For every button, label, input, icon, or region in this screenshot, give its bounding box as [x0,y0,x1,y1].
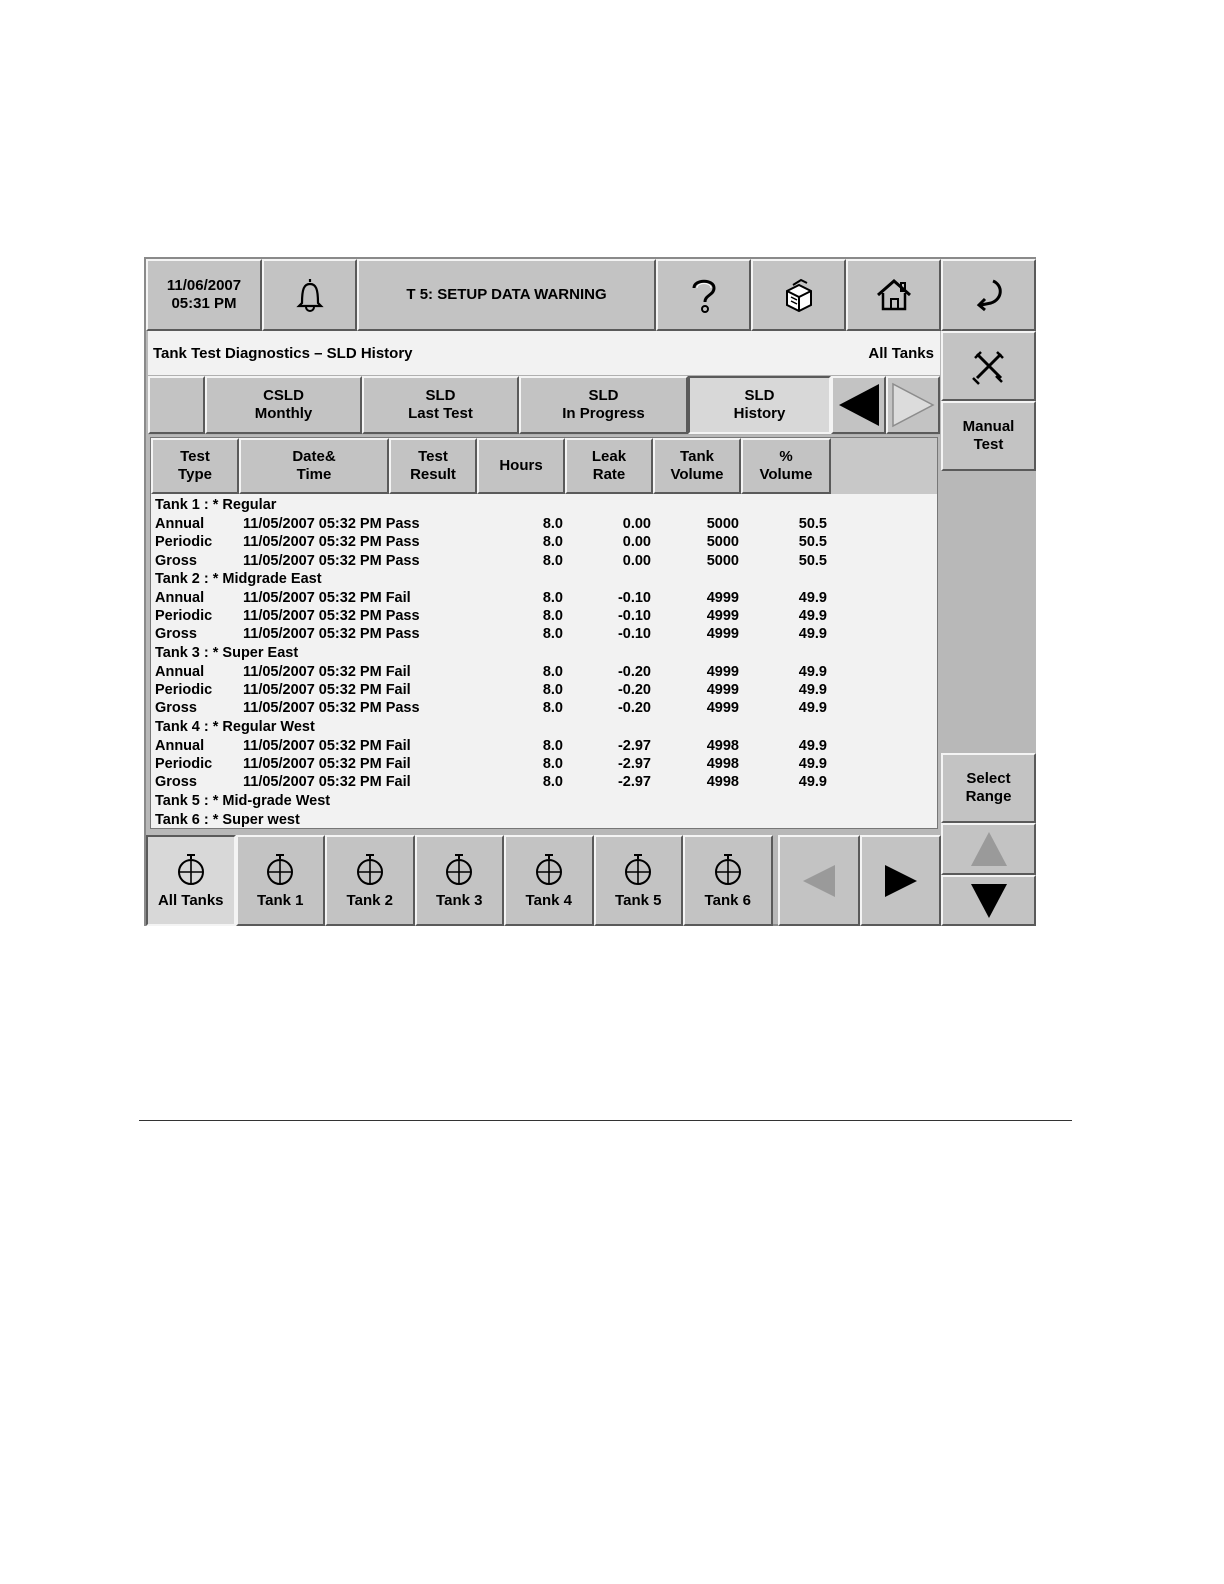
cell-test-type: Gross [155,626,197,643]
cell-test-type: Periodic [155,608,213,625]
cell-test-type: Gross [155,552,197,569]
cell-date-time-result: 11/05/2007 05:32 PM Pass [243,552,420,569]
question-icon [684,274,724,316]
cell-date-time-result: 11/05/2007 05:32 PM Pass [243,608,420,625]
time-text: 05:31 PM [171,295,237,312]
col-header-line2: Time [296,466,332,483]
col-header-line1: Test [418,448,448,465]
tank-button-label: Tank 6 [704,891,751,909]
cell-date-time-result: 11/05/2007 05:32 PM Pass [243,516,420,532]
tools-icon [969,346,1009,386]
cell-tank-volume: 4999 [706,589,739,606]
tank-button-label: All Tanks [157,891,224,909]
cell-hours: 8.0 [542,534,563,551]
tab-label-line2: Monthly [254,405,313,422]
cell-pct-volume: 49.9 [798,589,827,606]
cell-date-time-result: 11/05/2007 05:32 PM Fail [243,774,411,791]
table-row[interactable] [155,607,935,625]
print-button[interactable] [751,259,846,331]
table-row[interactable] [155,663,935,681]
tank-group-title[interactable]: Tank 1 : * Regular [155,497,277,513]
tab-label-line1: CSLD [263,387,304,404]
scroll-up-button[interactable] [941,823,1036,875]
cell-hours: 8.0 [542,552,563,569]
table-row[interactable] [155,699,935,717]
cell-test-type: Periodic [155,534,213,551]
cell-date-time-result: 11/05/2007 05:32 PM Pass [243,700,420,717]
console-screen [144,257,1036,926]
table-row[interactable] [155,515,935,533]
cell-hours: 8.0 [542,774,563,791]
cell-test-type: Annual [155,737,205,754]
cell-leak-rate: -0.20 [617,700,651,717]
cell-leak-rate: -0.10 [617,589,651,606]
alarm-button[interactable] [262,259,357,331]
cell-pct-volume: 49.9 [798,663,827,680]
tank-button-label: Tank 4 [525,891,572,909]
cell-leak-rate: -0.20 [617,682,651,699]
cell-leak-rate: -0.10 [617,626,651,643]
home-button[interactable] [846,259,941,331]
col-header-leak-rate[interactable] [565,438,653,494]
results-list [155,496,935,829]
return-icon [969,275,1009,315]
cell-leak-rate: -2.97 [617,774,651,791]
cell-tank-volume: 5000 [706,516,739,532]
tab-label-line1: SLD [588,387,619,404]
col-header-test-type[interactable] [151,438,239,494]
alarm-message: T 5: SETUP DATA WARNING [406,286,607,303]
manual-test-line1: Manual [962,418,1015,435]
cell-leak-rate: -2.97 [617,737,651,754]
page-next-button[interactable] [860,835,941,926]
table-row[interactable] [155,625,935,643]
cell-tank-volume: 4999 [706,608,739,625]
manual-test-line2: Test [973,436,1004,453]
cell-date-time-result: 11/05/2007 05:32 PM Fail [243,682,411,699]
tab-label-line1: SLD [425,387,456,404]
cell-tank-volume: 4998 [706,737,739,754]
cell-tank-volume: 4999 [706,663,739,680]
cell-pct-volume: 49.9 [798,682,827,699]
cell-pct-volume: 49.9 [798,737,827,754]
tools-button[interactable] [941,331,1036,401]
cell-tank-volume: 5000 [706,552,739,569]
col-header-line2: Volume [670,466,724,483]
cell-test-type: Gross [155,774,197,791]
triangle-down-icon [969,882,1009,920]
tab-next-button[interactable] [886,376,940,434]
cell-tank-volume: 4999 [706,682,739,699]
tab-row [148,375,940,435]
cell-hours: 8.0 [542,755,563,772]
tank-icon [713,852,743,886]
datetime-button[interactable] [146,259,262,331]
alarm-message-button[interactable] [357,259,656,331]
col-header-line1: Test [180,448,210,465]
tank-group-title[interactable]: Tank 3 : * Super East [155,644,299,661]
back-button[interactable] [941,259,1036,331]
scope-label: All Tanks [868,345,934,362]
cell-leak-rate: 0.00 [622,552,651,569]
col-header-test-result[interactable] [389,438,477,494]
tab-label-line2: In Progress [562,405,645,422]
col-header-line1: Leak [591,448,627,465]
tab-scroll-left-stub[interactable] [148,376,205,434]
results-grid [150,437,938,829]
triangle-left-icon [799,861,839,901]
triangle-right-icon [891,382,935,428]
manual-test-button[interactable] [941,401,1036,471]
tank-group-title[interactable]: Tank 5 : * Mid-grade West [155,792,331,809]
col-header-filler [831,438,938,494]
col-header-date-time[interactable] [239,438,389,494]
bell-icon [290,275,330,315]
select-range-line2: Range [965,788,1012,805]
col-header-tank-volume[interactable] [653,438,741,494]
tank-icon [444,852,474,886]
tank-button-label: Tank 2 [346,891,393,909]
cell-hours: 8.0 [542,663,563,680]
cell-leak-rate: 0.00 [622,516,651,532]
tab-sld-in-progress[interactable] [519,376,688,434]
cell-test-type: Annual [155,589,205,606]
tank-icon [623,852,653,886]
cell-pct-volume: 49.9 [798,608,827,625]
tank-group-title[interactable]: Tank 2 : * Midgrade East [155,570,322,587]
cell-pct-volume: 49.9 [798,700,827,717]
cell-hours: 8.0 [542,516,563,532]
tab-sld-history[interactable] [688,376,831,434]
tank-button-label: Tank 3 [436,891,483,909]
cell-leak-rate: -0.10 [617,608,651,625]
tank-button-label: Tank 1 [257,891,304,909]
cell-test-type: Gross [155,700,197,717]
title-bar [148,331,940,375]
col-header-pct-volume[interactable] [741,438,831,494]
cell-hours: 8.0 [542,682,563,699]
tank-icon [265,852,295,886]
cell-tank-volume: 4998 [706,774,739,791]
cell-date-time-result: 11/05/2007 05:32 PM Fail [243,663,411,680]
tab-sld-last-test[interactable] [362,376,519,434]
tank-2-button[interactable] [325,835,415,926]
col-header-line2: Volume [759,466,813,483]
cell-date-time-result: 11/05/2007 05:32 PM Pass [243,626,420,643]
tank-group-title[interactable]: Tank 6 : * Super west [155,811,300,828]
help-button[interactable] [656,259,751,331]
cell-test-type: Periodic [155,755,213,772]
scroll-down-button[interactable] [941,875,1036,926]
col-header-hours[interactable] [477,438,565,494]
tank-6-button[interactable] [683,835,773,926]
select-range-line1: Select [966,770,1011,787]
cell-pct-volume: 49.9 [798,755,827,772]
col-header-line2: Type [178,466,212,483]
cell-date-time-result: 11/05/2007 05:32 PM Fail [243,589,411,606]
triangle-up-icon [969,830,1009,868]
tank-group-title[interactable]: Tank 4 : * Regular West [155,718,315,735]
col-header-line1: Date& [292,448,336,465]
cell-hours: 8.0 [542,737,563,754]
tank-icon [176,852,206,886]
tab-prev-button[interactable] [831,376,886,434]
table-row[interactable] [155,552,935,570]
tab-label-line1: SLD [744,387,775,404]
page-prev-button[interactable] [778,835,860,926]
triangle-left-icon [837,382,881,428]
tank-4-button[interactable] [504,835,594,926]
table-row[interactable] [155,589,935,607]
cell-hours: 8.0 [542,589,563,606]
cell-leak-rate: -0.20 [617,663,651,680]
cell-pct-volume: 49.9 [798,774,827,791]
cell-pct-volume: 50.5 [798,516,827,532]
cell-test-type: Annual [155,663,205,680]
cell-test-type: Annual [155,516,205,532]
col-header-line2: Result [410,466,456,483]
table-row[interactable] [155,773,935,791]
col-header-line1: % [779,448,793,465]
cell-tank-volume: 4998 [706,755,739,772]
table-row[interactable] [155,755,935,773]
date-text: 11/06/2007 [166,277,242,294]
col-header-line1: Tank [680,448,714,465]
tank-icon [355,852,385,886]
tab-label-line2: Last Test [408,405,473,422]
cell-tank-volume: 4999 [706,700,739,717]
page-divider [139,1120,1072,1121]
triangle-right-icon [881,861,921,901]
cell-date-time-result: 11/05/2007 05:32 PM Fail [243,737,411,754]
cell-hours: 8.0 [542,700,563,717]
tab-csld-monthly[interactable] [205,376,362,434]
cell-hours: 8.0 [542,626,563,643]
cell-test-type: Periodic [155,682,213,699]
cell-tank-volume: 5000 [706,534,739,551]
cell-leak-rate: 0.00 [622,534,651,551]
col-header-line2: Rate [592,466,626,483]
tank-icon [534,852,564,886]
home-icon [874,275,914,315]
page-title: Tank Test Diagnostics – SLD History [153,345,413,362]
cell-date-time-result: 11/05/2007 05:32 PM Pass [243,534,420,551]
tab-label-line2: History [733,405,786,422]
cell-tank-volume: 4999 [706,626,739,643]
tank-5-button[interactable] [594,835,684,926]
table-row[interactable] [155,681,935,699]
tank-3-button[interactable] [415,835,505,926]
right-panel-empty [940,471,1036,753]
printer-icon [779,275,819,315]
tank-1-button[interactable] [236,835,326,926]
cell-hours: 8.0 [542,608,563,625]
table-row[interactable] [155,533,935,551]
cell-pct-volume: 50.5 [798,552,827,569]
col-header-line1: Hours [499,457,543,474]
table-row[interactable] [155,737,935,755]
cell-pct-volume: 50.5 [798,534,827,551]
cell-leak-rate: -2.97 [617,755,651,772]
select-range-button[interactable] [941,753,1036,823]
cell-date-time-result: 11/05/2007 05:32 PM Fail [243,755,411,772]
tank-button-label: Tank 5 [615,891,662,909]
all-tanks-button[interactable] [146,835,236,926]
cell-pct-volume: 49.9 [798,626,827,643]
